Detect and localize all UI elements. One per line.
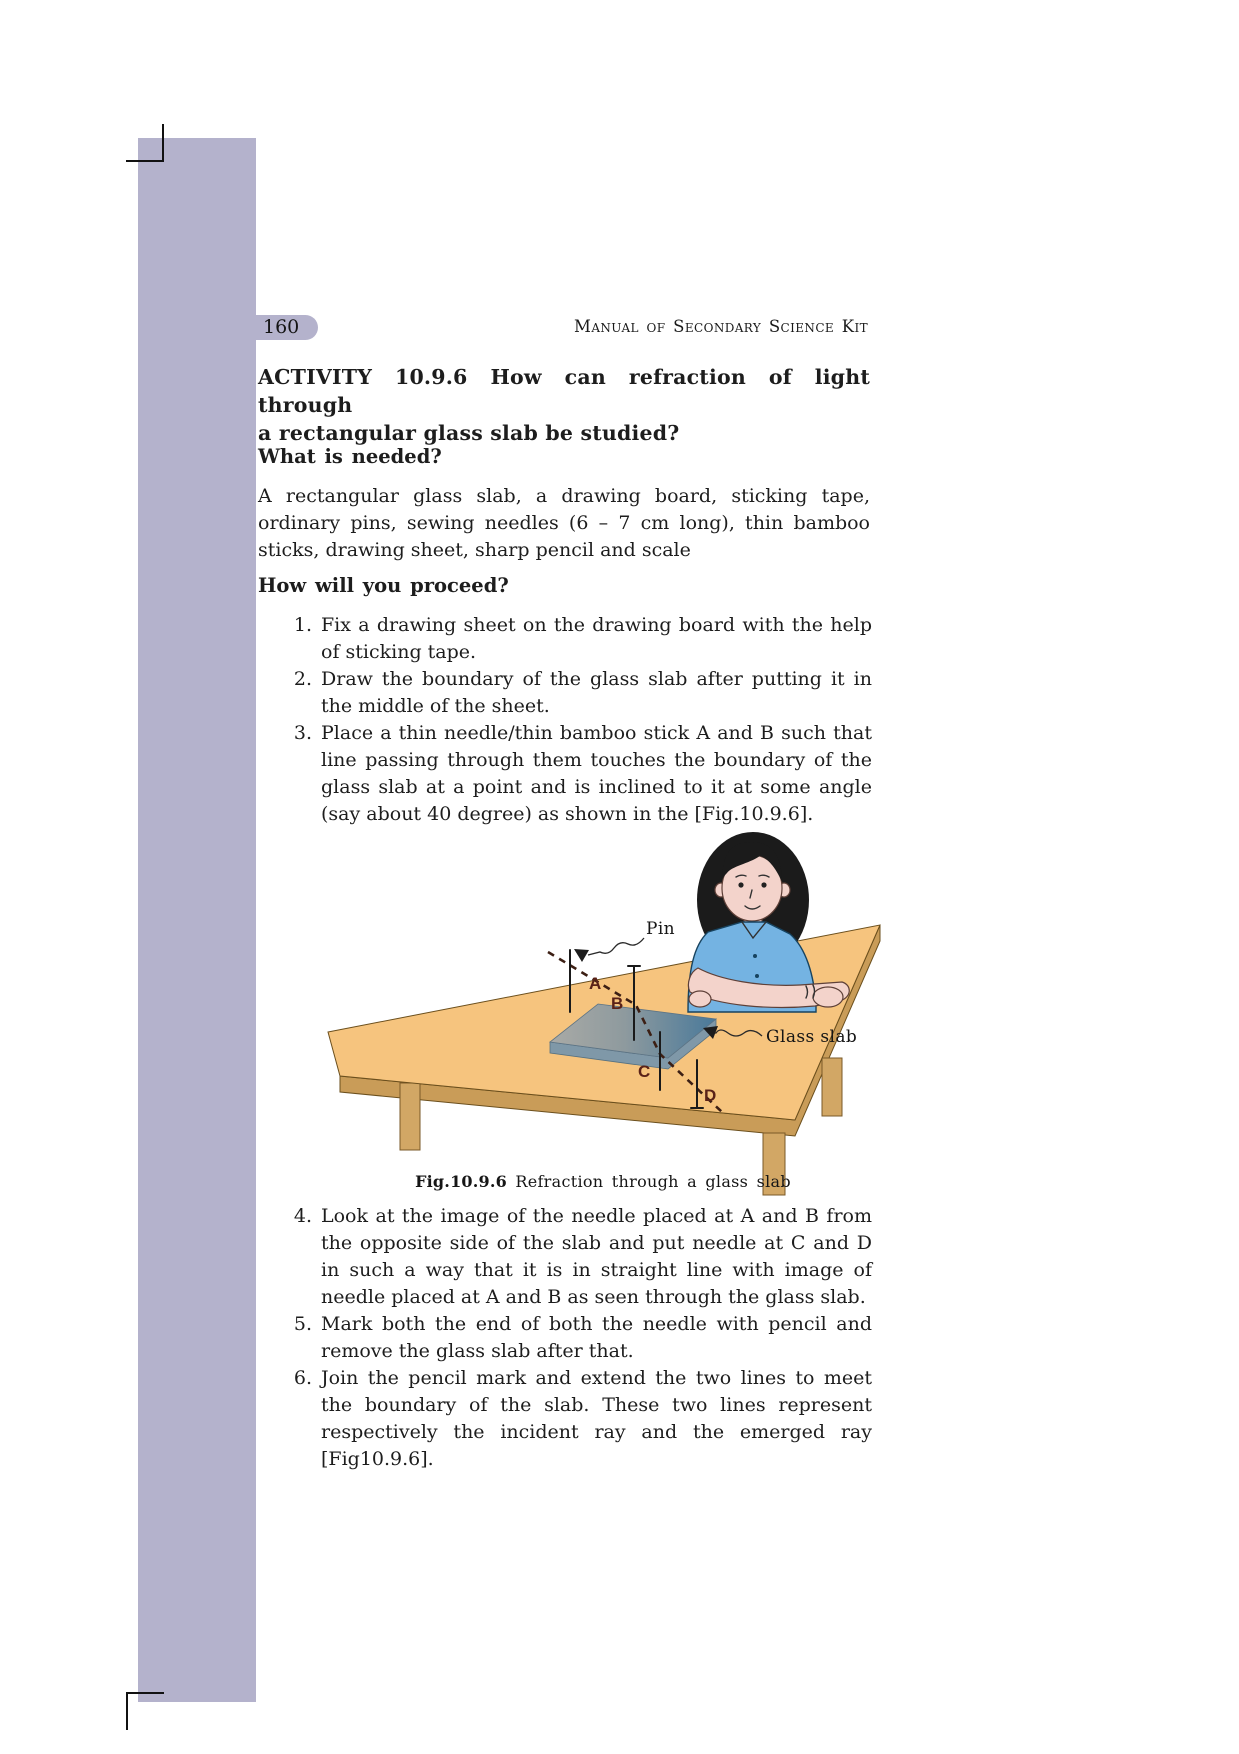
step-2 xyxy=(258,666,872,720)
step-text: Look at the image of the needle placed at A and B from the opposite side of the slab and put needle at C and D in such a way that it is in straight line with image of needle placed at A and B as seen through the glass slab. xyxy=(321,1205,872,1308)
label-d: D xyxy=(704,1086,717,1105)
pin-leader-arrowhead xyxy=(574,949,589,962)
activity-title-line1: ACTIVITY 10.9.6 How can refraction of light through xyxy=(258,365,870,417)
step-4 xyxy=(258,1203,872,1311)
girl-eye-right xyxy=(761,882,766,887)
girl-hand-right xyxy=(813,987,843,1007)
how-will-you-proceed-heading: How will you proceed? xyxy=(258,574,509,597)
materials-paragraph: A rectangular glass slab, a drawing board, sticking tape, ordinary pins, sewing needles (6 – 7 cm long), thin bamboo sticks, drawing sheet, sharp pencil and scale xyxy=(258,485,870,561)
top-corner-crop-mark xyxy=(126,124,164,162)
label-a: A xyxy=(589,974,602,993)
table-leg-left xyxy=(400,1083,420,1150)
what-is-needed-heading: What is needed? xyxy=(258,445,442,468)
pin-label: Pin xyxy=(646,919,676,939)
table-leg-right xyxy=(822,1058,842,1116)
procedure-steps-1-to-3 xyxy=(258,612,872,828)
figure-illustration xyxy=(320,830,900,1200)
figure-caption xyxy=(258,1172,870,1191)
step-5 xyxy=(258,1311,872,1365)
step-3 xyxy=(258,720,872,828)
step-1 xyxy=(258,612,872,666)
step-number: 2. xyxy=(293,668,312,690)
step-text: Place a thin needle/thin bamboo stick A and B such that line passing through them touches the boundary of the glass slab at a point and is inclined to it at some angle (say about 40 degree) as shown in the [Fig.10.9.6]. xyxy=(321,722,872,825)
bottom-corner-crop-mark xyxy=(126,1692,164,1730)
step-text: Draw the boundary of the glass slab after putting it in the middle of the sheet. xyxy=(321,668,872,717)
step-number: 5. xyxy=(293,1313,312,1335)
figure-caption-ref: Fig.10.9.6 xyxy=(415,1172,507,1191)
lavender-sidebar xyxy=(138,138,256,1702)
step-text: Mark both the end of both the needle with pencil and remove the glass slab after that. xyxy=(321,1313,872,1362)
girl-hand-left xyxy=(689,991,711,1007)
girl-eye-left xyxy=(738,882,743,887)
activity-title xyxy=(258,363,870,447)
pin-leader-squiggle xyxy=(588,938,644,955)
step-number: 4. xyxy=(293,1205,312,1227)
step-text: Join the pencil mark and extend the two lines to meet the boundary of the slab. These two lines represent respectively the incident ray and the emerged ray [Fig10.9.6]. xyxy=(321,1367,872,1470)
step-number: 3. xyxy=(293,722,312,744)
label-b: B xyxy=(611,994,624,1013)
girl-illustration xyxy=(688,832,849,1012)
step-text: Fix a drawing sheet on the drawing board with the help of sticking tape. xyxy=(321,614,872,663)
page-number: 160 xyxy=(263,316,300,338)
figure-caption-text: Refraction through a glass slab xyxy=(515,1172,791,1191)
girl-shirt-button xyxy=(753,954,757,958)
girl-shirt-button xyxy=(755,974,759,978)
label-c: C xyxy=(638,1062,651,1081)
step-number: 6. xyxy=(293,1367,312,1389)
glass-slab-label: Glass slab xyxy=(766,1027,858,1047)
activity-title-line2: a rectangular glass slab be studied? xyxy=(258,421,680,445)
step-number: 1. xyxy=(293,614,312,636)
procedure-steps-4-to-6 xyxy=(258,1203,872,1473)
running-header: Manual of Secondary Science Kit xyxy=(574,317,868,336)
step-6 xyxy=(258,1365,872,1473)
